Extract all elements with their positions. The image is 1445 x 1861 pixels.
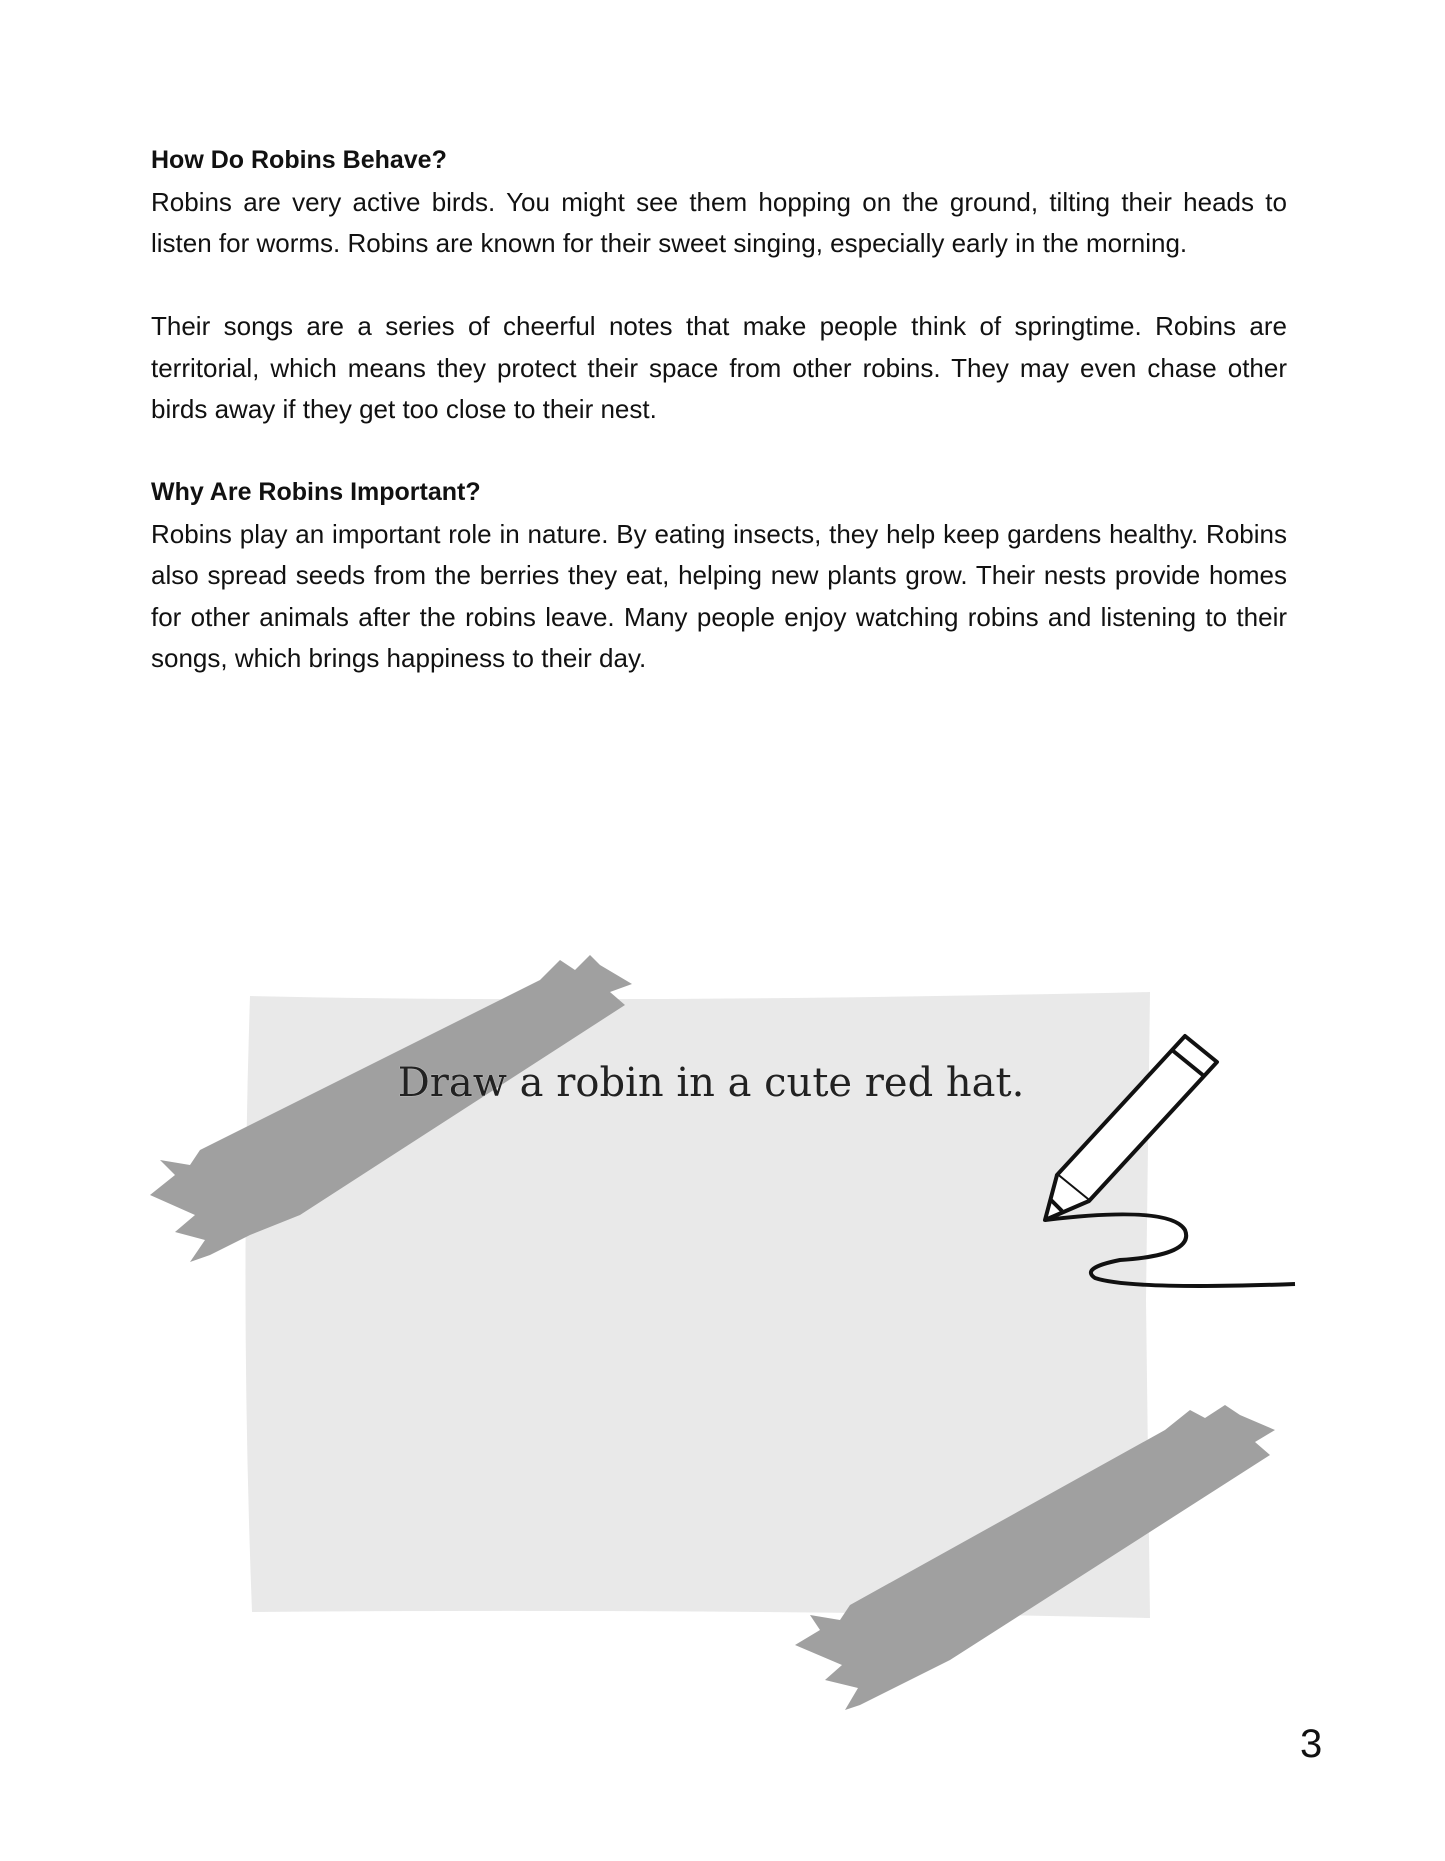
paragraph: Their songs are a series of cheerful notes that make people think of springtime. Robins are territorial, which means they protect their space from other robins. They may even chase other birds away if they get too close to their nest. [151,311,1287,424]
page-number: 3 [1300,1722,1323,1766]
section-heading-behave: How Do Robins Behave? [151,146,447,174]
section-heading-important: Why Are Robins Important? [151,478,481,506]
paragraph: Robins play an important role in nature. By eating insects, they help keep gardens healthy. Robins also spread seeds from the berries they eat, helping new plants grow. Their nests provide homes for other animals after the robins leave. Many people enjoy watching robins and listening to their songs, which brings happiness to their day. [151,518,1287,673]
paragraph: Robins are very active birds. You might see them hopping on the ground, tilting their heads to listen for worms. Robins are known for their sweet singing, especially early in the morning. [151,186,1287,258]
activity-prompt: Draw a robin in a cute red hat. [397,1060,1025,1106]
